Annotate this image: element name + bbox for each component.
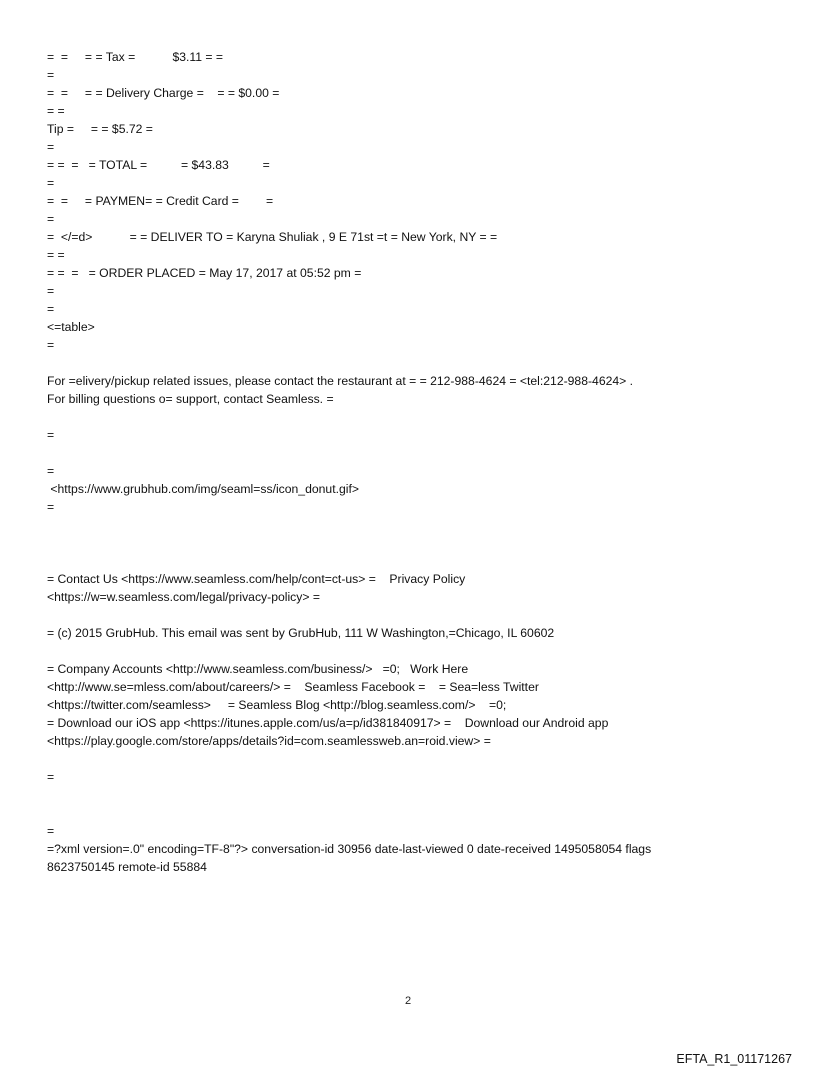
separator-line: =	[47, 140, 55, 154]
separator-line: = =	[47, 104, 65, 118]
billing-questions-line: For billing questions o= support, contact Seamless. =	[47, 392, 334, 406]
separator-line: =	[47, 284, 55, 298]
separator-line: = =	[47, 248, 65, 262]
contact-restaurant-line: For =elivery/pickup related issues, please contact the restaurant at = = 212-988-4624 = <tel:212-988-4624> .	[47, 374, 634, 388]
android-app-line: <https://play.google.com/store/apps/details?id=com.seamlessweb.an=roid.view> =	[47, 734, 491, 748]
donut-image-url: <https://www.grubhub.com/img/seaml=ss/icon_donut.gif>	[47, 482, 359, 496]
separator-line: =	[47, 500, 55, 514]
document-id: EFTA_R1_01171267	[676, 1052, 792, 1066]
payment-line: = = = PAYMEN= = Credit Card = =	[47, 194, 274, 208]
order-placed-line: = = = = ORDER PLACED = May 17, 2017 at 05:52 pm =	[47, 266, 362, 280]
tax-line: = = = = Tax = $3.11 = =	[47, 50, 224, 64]
separator-line: =	[47, 428, 55, 442]
table-tag-line: <=table>	[47, 320, 95, 334]
ios-app-line: = Download our iOS app <https://itunes.apple.com/us/a=p/id381840917> = Download our Android app	[47, 716, 609, 730]
page-number: 2	[404, 995, 412, 1007]
separator-line: =	[47, 770, 55, 784]
xml-metadata-line: 8623750145 remote-id 55884	[47, 860, 207, 874]
total-line: = = = = TOTAL = = $43.83 =	[47, 158, 270, 172]
delivery-charge-line: = = = = Delivery Charge = = = $0.00 =	[47, 86, 280, 100]
separator-line: =	[47, 464, 55, 478]
separator-line: =	[47, 338, 55, 352]
separator-line: =	[47, 68, 55, 82]
separator-line: =	[47, 302, 55, 316]
tip-line: Tip = = = $5.72 =	[47, 122, 153, 136]
company-accounts-line: = Company Accounts <http://www.seamless.com/business/> =0; Work Here	[47, 662, 469, 676]
separator-line: =	[47, 212, 55, 226]
contact-us-link-line: = Contact Us <https://www.seamless.com/help/cont=ct-us> = Privacy Policy	[47, 572, 466, 586]
email-body	[47, 48, 787, 876]
careers-line: <http://www.se=mless.com/about/careers/> = Seamless Facebook = = Sea=less Twitter	[47, 680, 539, 694]
separator-line: =	[47, 824, 55, 838]
copyright-line: = (c) 2015 GrubHub. This email was sent by GrubHub, 111 W Washington,=Chicago, IL 60602	[47, 626, 555, 640]
twitter-blog-line: <https://twitter.com/seamless> = Seamless Blog <http://blog.seamless.com/> =0;	[47, 698, 507, 712]
separator-line: =	[47, 176, 55, 190]
deliver-to-line: = </=d> = = DELIVER TO = Karyna Shuliak , 9 E 71st =t = New York, NY = =	[47, 230, 498, 244]
privacy-policy-link-line: <https://w=w.seamless.com/legal/privacy-policy> =	[47, 590, 320, 604]
xml-metadata-line: =?xml version=.0" encoding=TF-8"?> conversation-id 30956 date-last-viewed 0 date-received 1495058054 flags	[47, 842, 652, 856]
